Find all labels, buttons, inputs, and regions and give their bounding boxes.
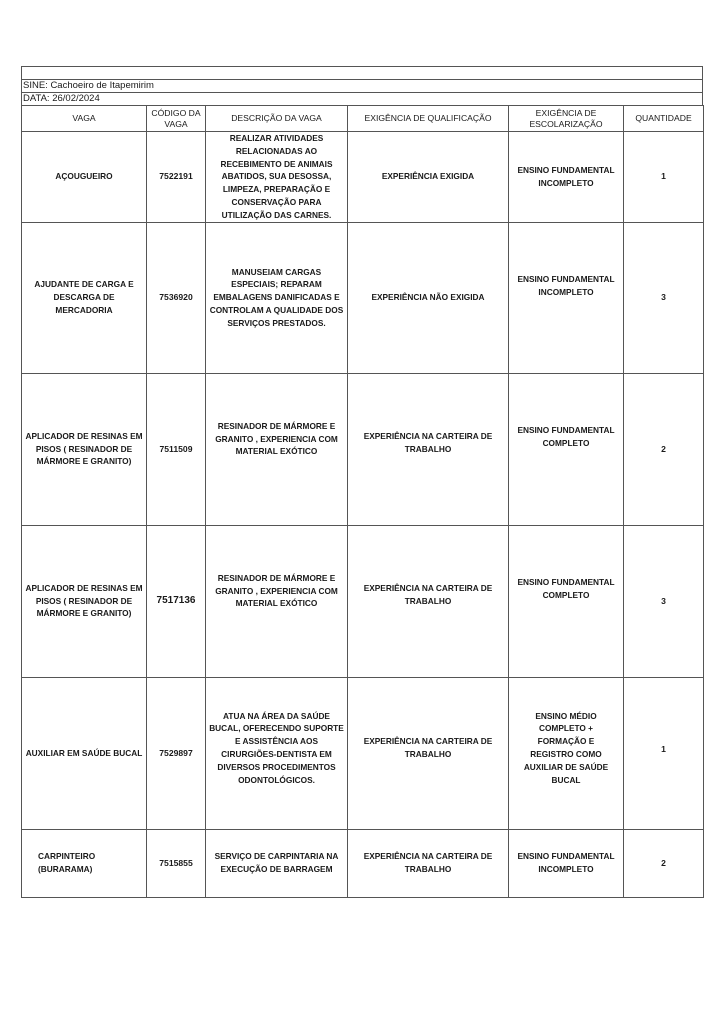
- qualificacao-cell: EXPERIÊNCIA NA CARTEIRA DE TRABALHO: [348, 829, 509, 897]
- column-header-quantidade: QUANTIDADE: [624, 106, 704, 132]
- descricao-cell: RESINADOR DE MÁRMORE E GRANITO , EXPERIENCIA COM MATERIAL EXÓTICO: [206, 525, 348, 677]
- quantidade-cell: 1: [624, 132, 704, 223]
- codigo-cell: 7517136: [147, 525, 206, 677]
- qualificacao-cell: EXPERIÊNCIA NA CARTEIRA DE TRABALHO: [348, 373, 509, 525]
- quantidade-cell: 3: [624, 525, 704, 677]
- sine-location: SINE: Cachoeiro de Itapemirim: [21, 79, 703, 92]
- escolarizacao-cell: ENSINO FUNDAMENTAL INCOMPLETO: [509, 829, 624, 897]
- quantidade-cell: 2: [624, 829, 704, 897]
- table-row: [22, 525, 704, 677]
- listing-date: DATA: 26/02/2024: [21, 92, 703, 105]
- qualificacao-cell: EXPERIÊNCIA NA CARTEIRA DE TRABALHO: [348, 677, 509, 829]
- column-header-codigo: CÓDIGO DA VAGA: [147, 106, 206, 132]
- escolarizacao-cell: ENSINO FUNDAMENTAL COMPLETO: [509, 525, 624, 677]
- descricao-cell: RESINADOR DE MÁRMORE E GRANITO , EXPERIENCIA COM MATERIAL EXÓTICO: [206, 373, 348, 525]
- qualificacao-cell: EXPERIÊNCIA EXIGIDA: [348, 132, 509, 223]
- codigo-cell: 7522191: [147, 132, 206, 223]
- escolarizacao-cell: ENSINO MÉDIO COMPLETO + FORMAÇÃO E REGISTRO COMO AUXILIAR DE SAÚDE BUCAL: [509, 677, 624, 829]
- job-listing-sheet: [21, 66, 703, 898]
- quantidade-cell: 3: [624, 222, 704, 373]
- descricao-cell: ATUA NA ÁREA DA SAÚDE BUCAL, OFERECENDO SUPORTE E ASSISTÊNCIA AOS CIRURGIÕES-DENTISTA EM DIVERSOS PROCEDIMENTOS ODONTOLÓGICOS.: [206, 677, 348, 829]
- table-row: [22, 132, 704, 223]
- escolarizacao-cell: ENSINO FUNDAMENTAL INCOMPLETO: [509, 132, 624, 223]
- column-header-vaga: VAGA: [22, 106, 147, 132]
- escolarizacao-cell: ENSINO FUNDAMENTAL COMPLETO: [509, 373, 624, 525]
- quantidade-cell: 2: [624, 373, 704, 525]
- escolarizacao-cell: ENSINO FUNDAMENTAL INCOMPLETO: [509, 222, 624, 373]
- descricao-cell: REALIZAR ATIVIDADES RELACIONADAS AO RECEBIMENTO DE ANIMAIS ABATIDOS, SUA DESOSSA, LIMPEZA, PREPARAÇÃO E CONSERVAÇÃO PARA UTILIZAÇÃO DAS CARNES.: [206, 132, 348, 223]
- codigo-cell: 7511509: [147, 373, 206, 525]
- column-header-escolarizacao: EXIGÊNCIA DE ESCOLARIZAÇÃO: [509, 106, 624, 132]
- descricao-cell: SERVIÇO DE CARPINTARIA NA EXECUÇÃO DE BARRAGEM: [206, 829, 348, 897]
- quantidade-cell: 1: [624, 677, 704, 829]
- qualificacao-cell: EXPERIÊNCIA NÃO EXIGIDA: [348, 222, 509, 373]
- codigo-cell: 7529897: [147, 677, 206, 829]
- vaga-cell: AÇOUGUEIRO: [22, 132, 147, 223]
- descricao-cell: MANUSEIAM CARGAS ESPECIAIS; REPARAM EMBALAGENS DANIFICADAS E CONTROLAM A QUALIDADE DOS SERVIÇOS PRESTADOS.: [206, 222, 348, 373]
- table-header-row: [22, 106, 704, 132]
- table-row: [22, 373, 704, 525]
- table-row: [22, 677, 704, 829]
- table-row: [22, 829, 704, 897]
- column-header-qualificacao: EXIGÊNCIA DE QUALIFICAÇÃO: [348, 106, 509, 132]
- vaga-cell: AJUDANTE DE CARGA E DESCARGA DE MERCADORIA: [22, 222, 147, 373]
- qualificacao-cell: EXPERIÊNCIA NA CARTEIRA DE TRABALHO: [348, 525, 509, 677]
- blank-header-row: [21, 66, 703, 79]
- table-row: [22, 222, 704, 373]
- codigo-cell: 7515855: [147, 829, 206, 897]
- vaga-cell: AUXILIAR EM SAÚDE BUCAL: [22, 677, 147, 829]
- vaga-cell: CARPINTEIRO (BURARAMA): [22, 829, 147, 897]
- vaga-cell: APLICADOR DE RESINAS EM PISOS ( RESINADOR DE MÁRMORE E GRANITO): [22, 373, 147, 525]
- vacancies-table: [21, 105, 704, 898]
- column-header-descricao: DESCRIÇÃO DA VAGA: [206, 106, 348, 132]
- vaga-cell: APLICADOR DE RESINAS EM PISOS ( RESINADOR DE MÁRMORE E GRANITO): [22, 525, 147, 677]
- codigo-cell: 7536920: [147, 222, 206, 373]
